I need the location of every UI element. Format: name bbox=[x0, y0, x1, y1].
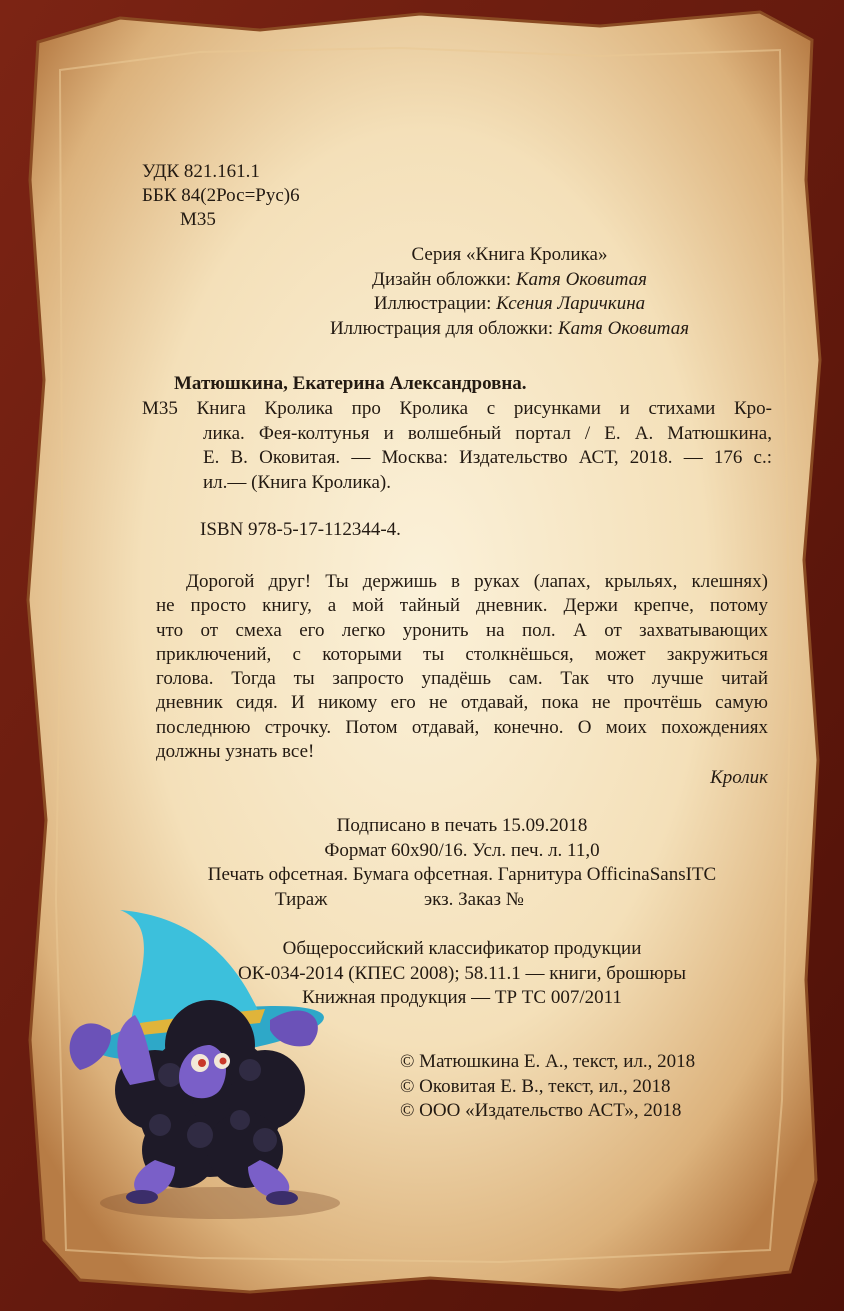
cover-illustrator: Катя Оковитая bbox=[557, 317, 690, 339]
message-line: Дорогой друг! Ты держишь в руках (лапах, крыльях, клешнях) bbox=[186, 571, 768, 592]
author-heading: Матюшкина, Екатерина Александровна. bbox=[174, 373, 527, 394]
biblio-line: ил.— (Книга Кролика). bbox=[203, 471, 391, 493]
isbn: ISBN 978-5-17-112344-4. bbox=[200, 519, 401, 540]
classifier-line: ОК-034-2014 (КПЕС 2008); 58.11.1 — книги, брошюры bbox=[238, 962, 686, 984]
signed-to-print: Подписано в печать 15.09.2018 bbox=[336, 815, 588, 836]
message-line: не просто книгу, а мой тайный дневник. Держи крепче, потому bbox=[156, 595, 768, 617]
copyright-line: © Матюшкина Е. А., текст, ил., 2018 bbox=[400, 1051, 696, 1072]
udk-line: УДК 821.161.1 bbox=[142, 161, 260, 182]
circulation-label: Тираж bbox=[275, 888, 328, 910]
illustrator: Ксения Ларичкина bbox=[496, 293, 646, 314]
format-line: Формат 60x90/16. Усл. печ. л. 11,0 bbox=[324, 839, 600, 861]
series-title: Серия «Книга Кролика» bbox=[411, 244, 608, 265]
message-line: последнюю строчку. Потом отдавай, конечно. О моих похождениях bbox=[156, 716, 768, 738]
biblio-line: лика. Фея-колтунья и волшебный портал / Е. А. Матюшкина, bbox=[203, 422, 772, 444]
print-details bbox=[0, 814, 844, 912]
author-mark: М35 bbox=[180, 209, 216, 230]
udk-block bbox=[142, 160, 300, 232]
copyright-line: © Оковитая Е. В., текст, ил., 2018 bbox=[400, 1075, 671, 1097]
biblio-line: М35 Книга Кролика про Кролика с рисунками и стихами Кро- bbox=[142, 398, 772, 419]
cover-illustration-line: Иллюстрация для обложки: Катя Оковитая bbox=[329, 317, 690, 339]
illustrations-line: Иллюстрации: Ксения Ларичкина bbox=[373, 293, 646, 314]
copyright-block bbox=[400, 1050, 695, 1124]
reader-message bbox=[156, 570, 768, 764]
bbk-line: ББК 84(2Рос=Рус)6 bbox=[142, 185, 300, 206]
bibliographic-description bbox=[142, 397, 772, 495]
wizard-sheep-icon bbox=[60, 905, 360, 1225]
series-block bbox=[0, 243, 844, 341]
message-line: голова. Тогда ты запросто упадёшь сам. Так что лучше читай bbox=[156, 668, 768, 690]
classifier-line: Книжная продукция — ТР ТС 007/2011 bbox=[302, 987, 622, 1008]
classifier-line: Общероссийский классификатор продукции bbox=[282, 938, 642, 959]
message-line: должны узнать все! bbox=[156, 741, 315, 763]
printing-line: Печать офсетная. Бумага офсетная. Гарнитура OfficinaSansITC bbox=[207, 864, 717, 885]
order-label: экз. Заказ № bbox=[424, 888, 524, 910]
message-line: дневник сидя. И никому его не отдавай, пока не прочтёшь самую bbox=[156, 692, 768, 714]
cover-design-line: Дизайн обложки: Катя Оковитая bbox=[372, 268, 647, 290]
biblio-line: Е. В. Оковитая. — Москва: Издательство АСТ, 2018. — 176 с.: bbox=[203, 447, 772, 468]
message-line: приключений, с которыми ты столкнёшься, может закружиться bbox=[156, 643, 768, 665]
cover-designer: Катя Оковитая bbox=[515, 268, 647, 290]
message-line: что от смеха его легко уронить на пол. А от захватывающих bbox=[156, 619, 768, 641]
signature: Кролик bbox=[710, 767, 768, 788]
copyright-line: © ООО «Издательство АСТ», 2018 bbox=[400, 1100, 682, 1121]
